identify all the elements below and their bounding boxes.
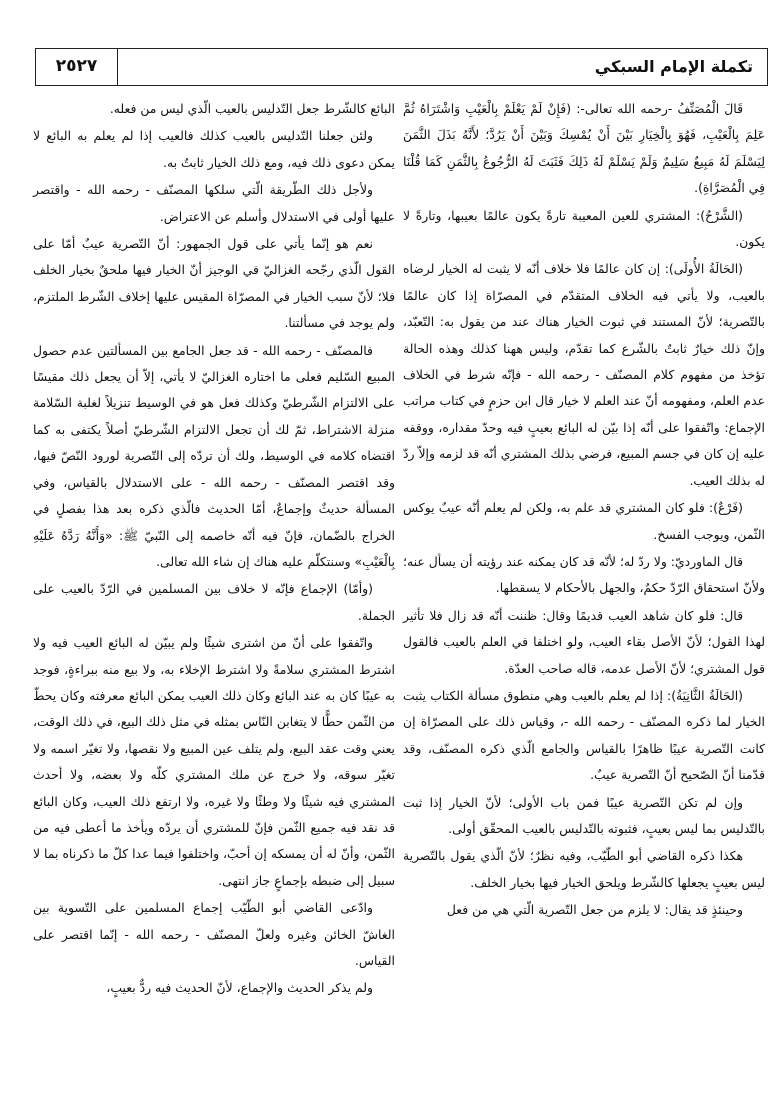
book-title: تكملة الإمام السبكي: [594, 57, 753, 76]
paragraph: (الحَالَةُ الأُولَى): إن كان عالمًا فلا خلاف أنّه لا يثبت له الخيار لرضاه بالعيب، ولا يأتي فيه الخلاف المتقدّم في المصرّاة إذا كان عالمًا بالتّصرية؛ لأنّ المستند في ثبوت الخيار هناك عند من يقول به: التّعبّد، وإنّ ذلك خيارٌ ثابتٌ بالشّرع كما تقدّم، وليس ههنا كذلك وهذه الحالة تؤخذ من مفهوم كلام المصنّف - رحمه الله - فإنّه شرط في الخلاف عدم العلم، ومفهومه أنّ عند العلم لا خيار قال ابن حزمٍ في كتاب مراتب الإجماع: واتّفقوا على أنّه إذا بيّن له البائع بعيبٍ فيه وحدّ مقداره، ووقفه عليه إن كان في جسم المبيع، فرضي بذلك المشتري أنّه قد لزمه وإلاّ ردّ له بذلك العيب.: [403, 261, 765, 488]
paragraph: البائع كالشّرط جعل التّدليس بالعيب الّذي ليس من فعله.: [109, 101, 395, 116]
right-column: [403, 96, 765, 925]
paragraph: قال: فلو كان شاهد العيب قديمًا وقال: ظننت أنّه قد زال فلا تأثير لهذا القول؛ لأنّ الأصل بقاء العيب، ولو اختلفا في العلم بالعيب فالقول قول المشتري؛ لأنّ الأصل عدمه، قاله صاحب العدّة.: [403, 607, 765, 676]
paragraph: (وأمّا) الإجماع فإنّه لا خلاف بين المسلمين في الرّدّ بالعيب على الجملة.: [33, 581, 395, 623]
paragraph: فالمصنّف - رحمه الله - قد جعل الجامع بين المسألتين عدم حصول المبيع السّليم فعلى ما اختاره الغزاليّ لا يأتي، إلاّ أن يجعل ذلك مقيسًا على الالتزام الشّرطيّ وكذلك فعل هو في الوسيط تنزيلاً لغلبة السّلامة منزلة الاشتراط، ثمّ لك أن تجعل الالتزام الشّرطيّ أصلاً يكتفى به كما اقتضاه كلامه في الوسيط، ولك أن تردّه إلى التّصرية لورود النّصّ فيها، وقد اقتصر المصنّف - رحمه الله - على الاستدلال بالقياس، وفي المسألة حديثٌ وإجماعٌ، أمّا الحديث فالّذي ذكره بعد هذا بفصلٍ في الخراج بالضّمان، فإنّ فيه أنّه خاصمه إلى النّبيّ ﷺ: «وَأَنَّهُ رَدَّهُ عَلَيْهِ بِالْعَيْبِ» وسنتكلّم عليه هناك إن شاء الله تعالى.: [33, 342, 395, 569]
paragraph: هكذا ذكره القاضي أبو الطّيّب، وفيه نظرٌ؛ لأنّ الّذي يقول بالتّصرية ليس بعيبٍ يجعلها كالشّرط ويلحق الخيار فيها بخيار الخلف.: [403, 848, 765, 890]
paragraph: وحينئذٍ قد يقال: لا يلزم من جعل التّصرية الّتي هي من فعل: [446, 902, 743, 918]
running-header: [35, 48, 768, 86]
paragraph: نعم هو إنّما يأتي على قول الجمهور: أنّ التّصرية عيبٌ أمّا على القول الّذي رجّحه الغزاليّ في الوجيز أنّ الخيار فيها ملحقٌ بخيار الخلف فلا؛ لأنّ سبب الخيار في المصرّاة المقيس عليها إخلاف الشّرط الملتزم، ولم يوجد في مسألتنا.: [33, 236, 395, 331]
paragraph: ولم يذكر الحديث والإجماع، لأنّ الحديث فيه ردٌّ بعيبٍ،: [106, 980, 373, 996]
page-number: ٢٥٢٧: [36, 49, 118, 85]
paragraph: ولئن جعلنا التّدليس بالعيب كذلك فالعيب إذا لم يعلم به البائع لا يمكن دعوى ذلك فيه، ومع ذلك الخيار ثابتٌ به.: [33, 128, 395, 170]
paragraph: قال الماورديّ: ولا ردّ له؛ لأنّه قد كان يمكنه عند رؤيته أن يسأل عنه؛ ولأنّ استحقاق الرّدّ حكمٌ، والجهل بالأحكام لا يسقطها.: [403, 553, 765, 596]
left-column: [33, 96, 395, 1003]
paragraph: وادّعى القاضي أبو الطّيّب إجماع المسلمين على التّسوية بين الغاشّ الخائن وغيره ولعلّ المصنّف - رحمه الله - إنّما اقتصر على القياس.: [33, 900, 395, 968]
paragraph: قَالَ الْمُصَنِّفُ -رحمه الله تعالى-: (فَإِنْ لَمْ يَعْلَمْ بِالْعَيْبِ وَاشْتَرَاهُ ثُمَّ عَلِمَ بِالْعَيْبِ، فَهُوَ بِالْخِيَارِ بَيْنَ أَنْ يُمْسِكَ وَبَيْنَ أَنْ يَرُدَّ؛ لأَنَّهُ بَذَلَ الثَّمَنَ لِيَسْلَمَ لَهُ مَبِيعٌ سَلِيمٌ وَلَمْ يَسْلَمْ لَهُ ذَلِكَ فَثَبَتَ لَهُ الرُّجُوعُ بِالثَّمَنِ كَمَا قُلْنَا فِي الْمُصَرَّاةِ).: [403, 101, 765, 196]
paragraph: (الشَّرْحُ): المشتري للعين المعيبة تارةً يكون عالمًا بعيبها، وتارةً لا يكون.: [403, 207, 765, 250]
paragraph: وإن لم تكن التّصرية عيبًا فمن باب الأولى؛ لأنّ الخيار إذا ثبت بالتّدليس بما ليس بعيبٍ، فثبوته بالتّدليس بالعيب المحقّق أولى.: [403, 794, 765, 836]
paragraph: (الحَالَةُ الثَّانِيَةُ): إذا لم يعلم بالعيب وهي منطوق مسألة الكتاب يثبت الخيار لما ذكره المصنّف - رحمه الله -، وقياس ذلك على المصرّاة إن كانت التّصرية عيبًا ظاهرًا بالقياس والجامع الّذي ذكره المصنّف، وقد قدّمنا أنّ الصّحيح أنّ التّصرية عيبٌ.: [403, 687, 765, 783]
paragraph: (فَرْعٌ): فلو كان المشتري قد علم به، ولكن لم يعلم أنّه عيبٌ يوكس الثّمن، ويوجب الفسخ.: [403, 500, 765, 542]
paragraph: ولأجل ذلك الطّريقة الّتي سلكها المصنّف - رحمه الله - واقتصر عليها أولى في الاستدلال وأسلم عن الاعتراض.: [33, 182, 395, 224]
paragraph: واتّفقوا على أنّ من اشترى شيئًا ولم يبيّن له البائع العيب فيه ولا اشترط المشتري سلامةً ولا اشترط الإخلاء به، ولا بيع منه ببراءةٍ، فوجد به عيبًا كان به عند البائع وكان ذلك العيب يمكن البائع معرفته وكان يحطّ من الثّمن حطًّا لا يتغابن النّاس بمثله في مثل ذلك البيع، في ذلك الوقت، يعني وقت عقد البيع، ولم يتلف عين المبيع ولا نقصها، ولا تغيّر اسمه ولا تغيّر سوقه، ولا خرج عن ملك المشتري كلّه ولا بعضه، ولا أحدث المشتري فيه شيئًا ولا وطئًا ولا غيره، ولا ارتفع ذلك العيب، وكان البائع قد نقد فيه جميع الثّمن فإنّ للمشتري أن يردّه ويأخذ ما أعطى فيه من الثّمن، وأنّ له أن يمسكه إن أحبّ، واختلفوا فيما عدا كلّ ما ذكرناه بما لا سبيل إلى ضبطه بإجماعٍ جاز انتهى.: [33, 635, 395, 888]
